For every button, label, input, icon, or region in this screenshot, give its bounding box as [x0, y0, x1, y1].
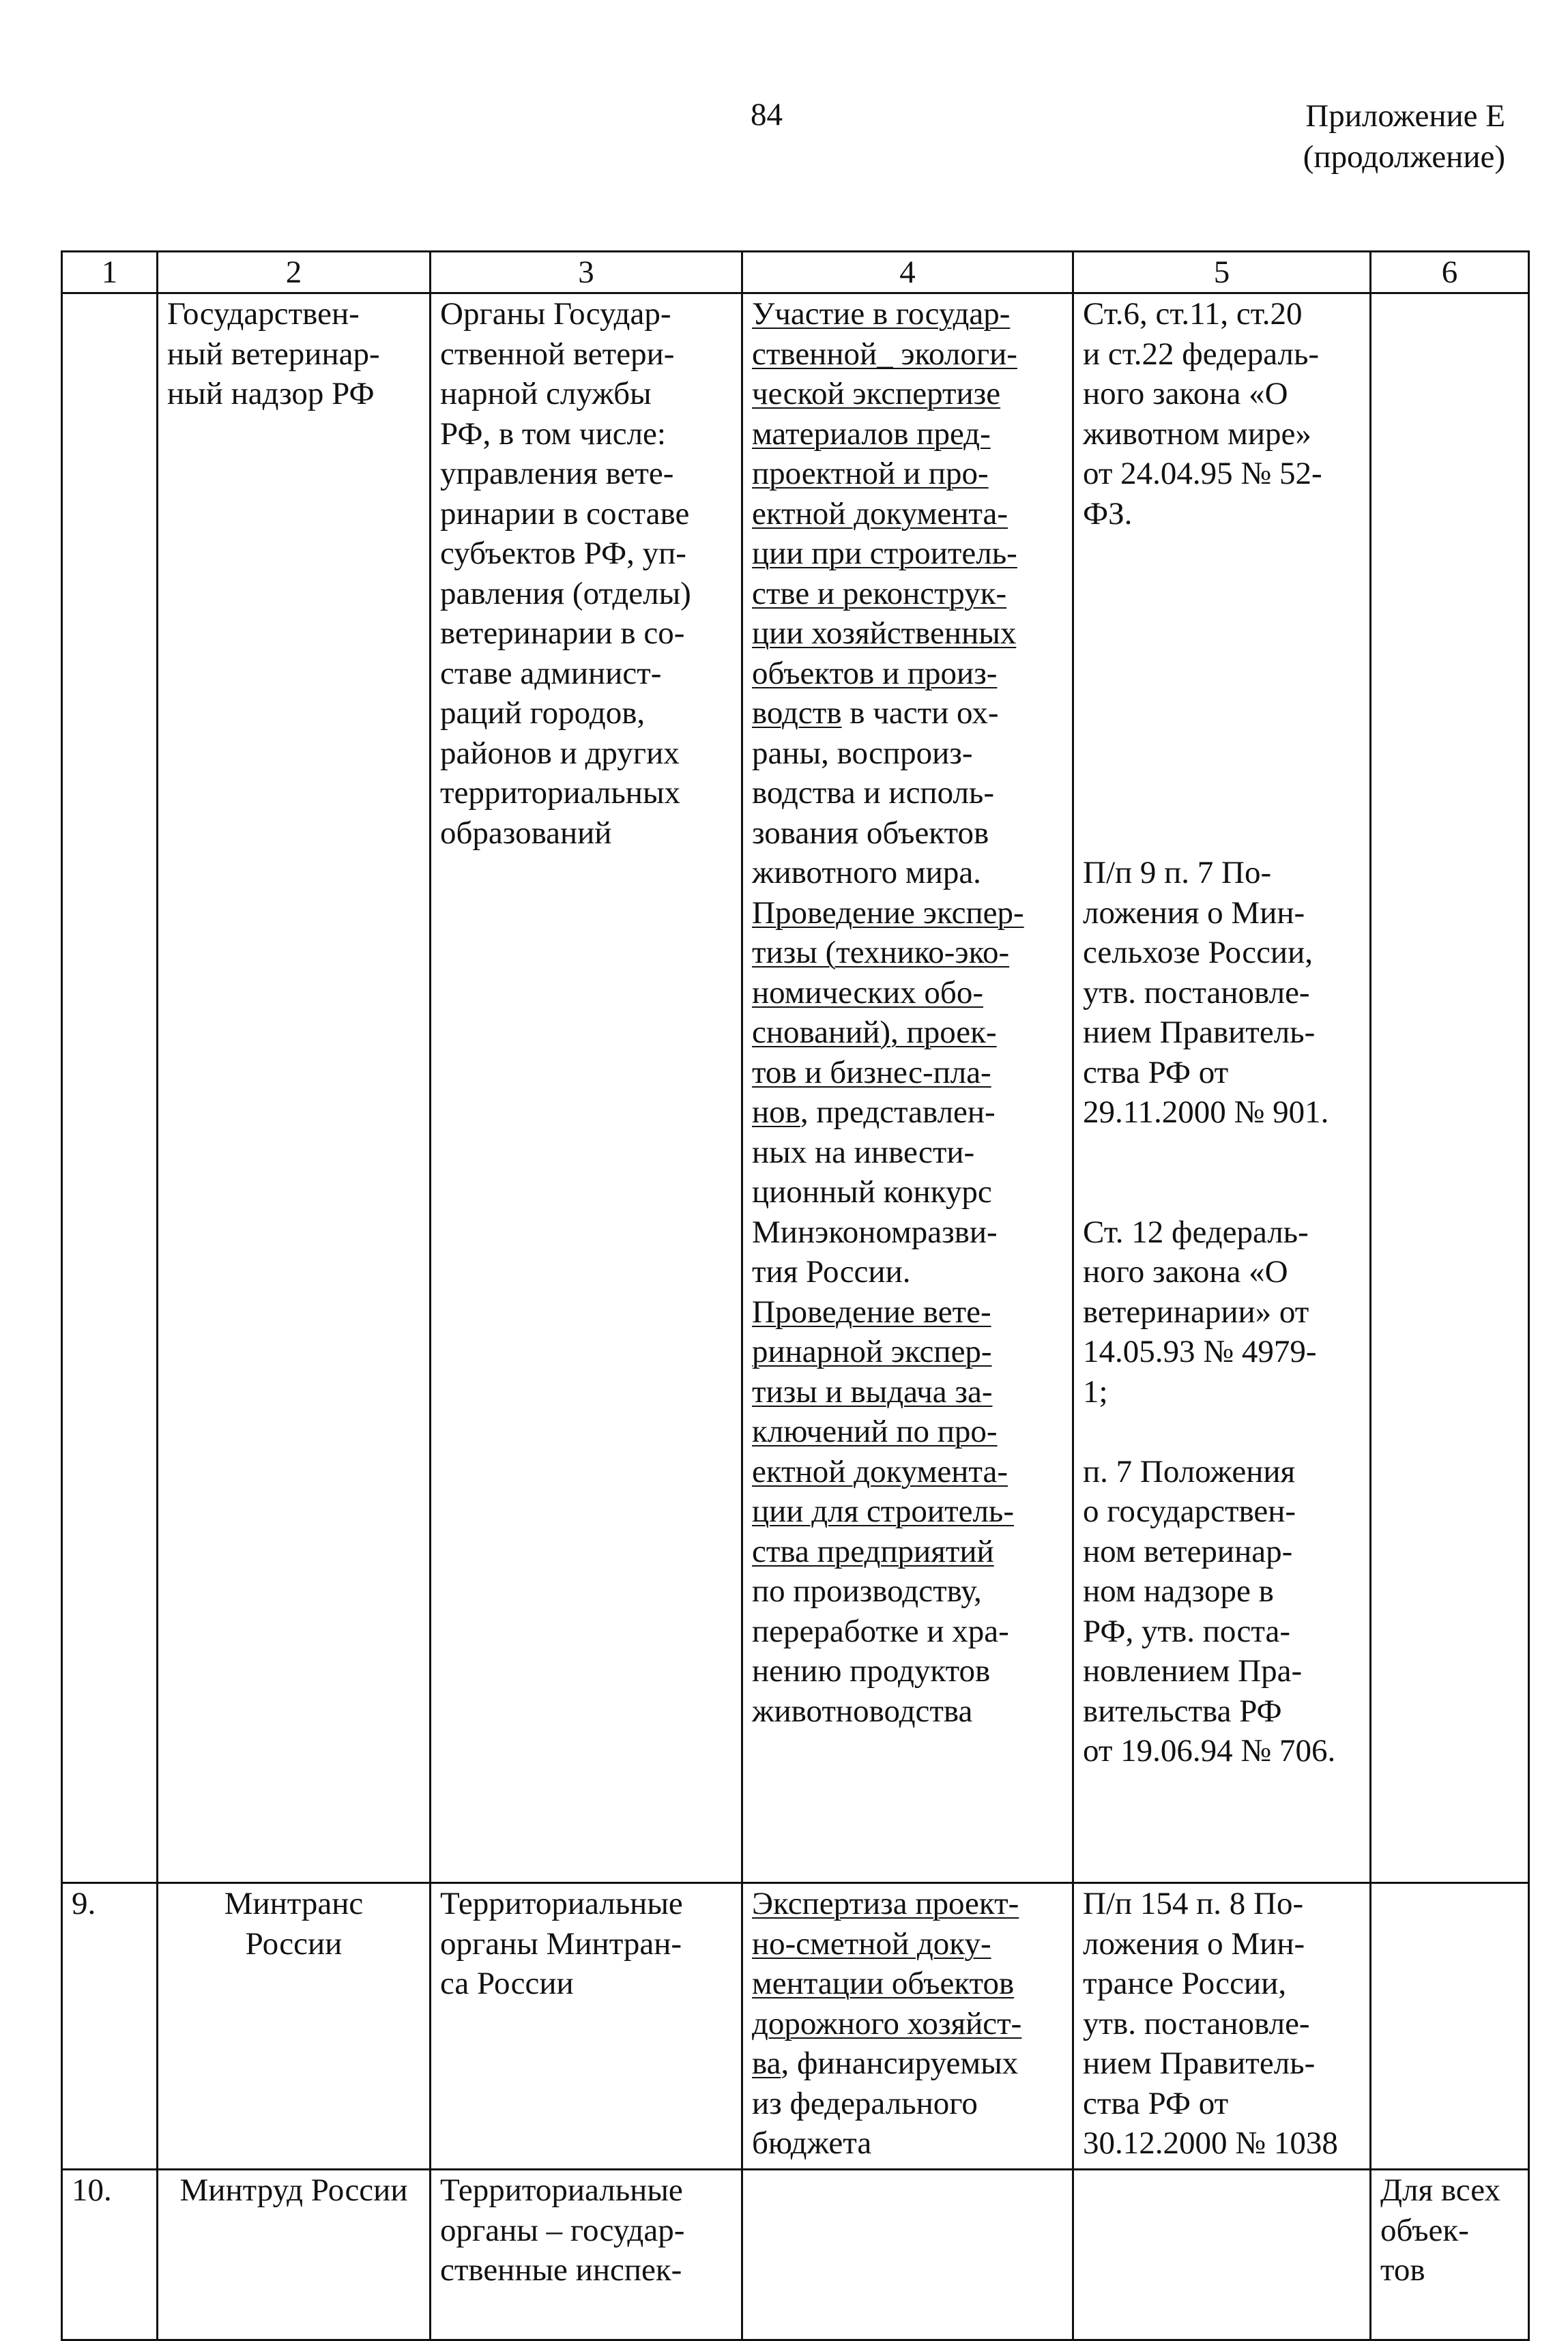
text-line: утв. постановле-	[1083, 2005, 1310, 2041]
text-line: ФЗ.	[1083, 495, 1133, 532]
organization-cell	[158, 293, 431, 1883]
text-line: дорожного хозяйст-	[752, 2005, 1022, 2041]
text-line: животном мире»	[1083, 416, 1311, 452]
text-line: Территориальные	[440, 1886, 683, 1921]
text-line: ственные инспек-	[440, 2252, 682, 2288]
text-line: п. 7 Положения	[1083, 1453, 1296, 1489]
column-number: 3	[431, 252, 742, 293]
text-line: и ст.22 федераль-	[1083, 336, 1320, 372]
text-line: Государствен-	[167, 296, 360, 332]
text-line: ственной_ экологи-	[752, 336, 1017, 372]
legal-basis-block	[1083, 294, 1361, 534]
text-line: ческой экспертизе	[752, 376, 1001, 411]
table-row	[62, 2170, 1529, 2340]
organization-cell	[158, 1883, 431, 2170]
text-line: органы Минтран-	[440, 1925, 682, 1962]
text-line: равления (отделы)	[440, 575, 691, 611]
functions-cell	[742, 2170, 1073, 2340]
text-line: но-сметной доку-	[752, 1925, 991, 1962]
text-line: ства РФ от	[1083, 2085, 1229, 2121]
text-line: са России	[440, 1966, 574, 2001]
text-line: переработке и хра-	[752, 1613, 1009, 1649]
text-line: снований), проек-	[752, 1015, 997, 1050]
text-line: ственной ветери-	[440, 336, 675, 372]
column-number: 5	[1073, 252, 1371, 293]
text-line: ложения о Мин-	[1083, 1925, 1305, 1962]
column-number: 1	[62, 252, 158, 293]
text-line: объек-	[1380, 2212, 1469, 2248]
text-line: трансе России,	[1083, 1966, 1287, 2001]
text-line: ции при строитель-	[752, 536, 1017, 571]
table-row	[62, 293, 1529, 1883]
authorities-cell	[431, 1883, 742, 2170]
column-number: 2	[158, 252, 431, 293]
text-line: Для всех	[1380, 2172, 1500, 2208]
text-line: тизы и выдача за-	[752, 1373, 993, 1410]
text-line: тия России.	[752, 1254, 911, 1290]
text-line: 14.05.93 № 4979-	[1083, 1334, 1317, 1369]
text-line: Минтруд России	[179, 2172, 408, 2208]
row-number: 9.	[62, 1883, 158, 2170]
text-line: бюджета	[752, 2125, 872, 2161]
column-number-row	[62, 252, 1529, 293]
text-line: нению продуктов	[752, 1653, 991, 1689]
function-block: Проведение экспер- тизы (технико-эко- номических обо- снований), проек- тов и бизнес-пла- нов, представлен- ных на инвести- ционный конкурс Минэкономразви- тия России.	[752, 893, 1063, 1292]
text-line: из федерального	[752, 2085, 978, 2121]
text-line: ном надзоре в	[1083, 1573, 1274, 1609]
text-line: стве и реконструк-	[752, 575, 1007, 611]
text-line: объектов и произ-	[752, 655, 998, 691]
text-line: тов	[1380, 2252, 1425, 2288]
text-line: нарной службы	[440, 376, 652, 411]
text-line: районов и других	[440, 735, 680, 771]
organization-cell	[158, 2170, 431, 2340]
row-number: 10.	[62, 2170, 158, 2340]
appendix-heading	[1303, 96, 1505, 177]
text-line: П/п 9 п. 7 По-	[1083, 855, 1272, 890]
text-line: новлением Пра-	[1083, 1653, 1303, 1689]
note-cell	[1371, 293, 1529, 1883]
text-line: сельхозе России,	[1083, 935, 1313, 970]
function-block	[752, 1292, 1063, 1732]
functions-cell	[742, 1883, 1073, 2170]
appendix-title: Приложение Е	[1305, 98, 1505, 134]
text-line: ции для строитель-	[752, 1494, 1015, 1529]
text-line: вительства РФ	[1083, 1693, 1282, 1729]
text-line: ных на инвести-	[752, 1134, 975, 1170]
authorities-cell	[431, 293, 742, 1883]
text-line: ционный конкурс	[752, 1174, 992, 1210]
text-line: управления вете-	[440, 456, 674, 491]
text-line: нием Правитель-	[1083, 1015, 1316, 1050]
text-line: ринарной экспер-	[752, 1334, 992, 1369]
expertise-table	[61, 250, 1530, 2341]
authorities-cell	[431, 2170, 742, 2340]
text-line: 1;	[1083, 1373, 1108, 1410]
text-line: зования объектов	[752, 815, 989, 851]
text-line: Проведение вете-	[752, 1294, 991, 1330]
text-line: по производству,	[752, 1573, 982, 1609]
text-line: РФ, в том числе:	[440, 416, 666, 452]
function-block: Экспертиза проект- но-сметной доку- ментации объектов дорожного хозяйст- ва, финансируемых из федерального бюджета	[752, 1884, 1063, 2164]
text-line: тов и бизнес-пла-	[752, 1054, 991, 1090]
column-number: 4	[742, 252, 1073, 293]
text-line: ключений по про-	[752, 1414, 998, 1449]
text-line: Минтранс	[224, 1886, 364, 1921]
text-line: Ст.6, ст.11, ст.20	[1083, 296, 1303, 332]
text-line: нием Правитель-	[1083, 2046, 1316, 2081]
text-line: номических обо-	[752, 974, 983, 1010]
text-line: России	[245, 1925, 343, 1962]
text-line: ментации объектов	[752, 1966, 1015, 2001]
text-line: 30.12.2000 № 1038	[1083, 2125, 1338, 2161]
text-line: ства РФ от	[1083, 1054, 1229, 1090]
text-line: Территориальные	[440, 2172, 683, 2208]
text-line: ставе админист-	[440, 655, 662, 691]
text-line: Экспертиза проект-	[752, 1886, 1019, 1921]
text-line: П/п 154 п. 8 По-	[1083, 1886, 1304, 1921]
text-line: животноводства	[752, 1693, 973, 1729]
text-line: ции хозяйственных	[752, 615, 1017, 651]
text-line: ринарии в составе	[440, 495, 690, 532]
appendix-subtitle: (продолжение)	[1303, 139, 1505, 175]
legal-basis-block	[1083, 853, 1361, 1133]
legal-basis-block	[1083, 1452, 1361, 1771]
text-line: от 19.06.94 № 706.	[1083, 1733, 1336, 1769]
note-cell	[1371, 2170, 1529, 2340]
text-line: тизы (технико-эко-	[752, 935, 1010, 970]
row-number	[62, 293, 158, 1883]
text-line: ектной документа-	[752, 495, 1008, 532]
legal-basis-block	[1083, 1212, 1361, 1412]
text-line: материалов пред-	[752, 416, 991, 452]
functions-cell	[742, 293, 1073, 1883]
function-block: Участие в государ- ственной_ экологи- ческой экспертизе материалов пред- проектной и про- ектной документа- ции при строитель- стве и реконструк- ции хозяйственных объектов и произ- водств в части ох- раны, воспроиз- водства и исполь- зования объектов животного мира.	[752, 294, 1063, 893]
text-line: ного закона «О	[1083, 1254, 1288, 1290]
text-line: ном ветеринар-	[1083, 1533, 1293, 1569]
text-line: ветеринарии» от	[1083, 1294, 1309, 1330]
legal-basis-cell	[1073, 1883, 1371, 2170]
table-row	[62, 1883, 1529, 2170]
text-line: Проведение экспер-	[752, 895, 1024, 931]
text-line: раций городов,	[440, 695, 645, 731]
note-cell	[1371, 1883, 1529, 2170]
text-line: территориальных	[440, 775, 681, 811]
text-line: ектной документа-	[752, 1453, 1008, 1489]
text-line: ства предприятий	[752, 1533, 994, 1569]
text-line: ложения о Мин-	[1083, 895, 1305, 931]
text-line: утв. постановле-	[1083, 974, 1310, 1010]
text-line: проектной и про-	[752, 456, 989, 491]
legal-basis-cell	[1073, 2170, 1371, 2340]
text-line: органы – государ-	[440, 2212, 685, 2248]
text-line: раны, воспроиз-	[752, 735, 973, 771]
text-line: Участие в государ-	[752, 296, 1011, 332]
text-line: ный надзор РФ	[167, 376, 375, 411]
text-line: Минэкономразви-	[752, 1214, 998, 1250]
text-line: ный ветеринар-	[167, 336, 380, 372]
text-line: водства и исполь-	[752, 775, 995, 811]
legal-basis-cell	[1073, 293, 1371, 1883]
text-line: РФ, утв. поста-	[1083, 1613, 1291, 1649]
text-line: от 24.04.95 № 52-	[1083, 456, 1322, 491]
column-number: 6	[1371, 252, 1529, 293]
text-line: Ст. 12 федераль-	[1083, 1214, 1309, 1250]
text-line: о государствен-	[1083, 1494, 1296, 1529]
text-line: ветеринарии в со-	[440, 615, 685, 651]
text-line: 29.11.2000 № 901.	[1083, 1094, 1329, 1130]
text-line: субъектов РФ, уп-	[440, 536, 686, 571]
text-line: ного закона «О	[1083, 376, 1288, 411]
page-number: 84	[751, 97, 783, 132]
text-line: образований	[440, 815, 612, 851]
text-line: животного мира.	[752, 855, 981, 890]
text-line: Органы Государ-	[440, 296, 671, 332]
